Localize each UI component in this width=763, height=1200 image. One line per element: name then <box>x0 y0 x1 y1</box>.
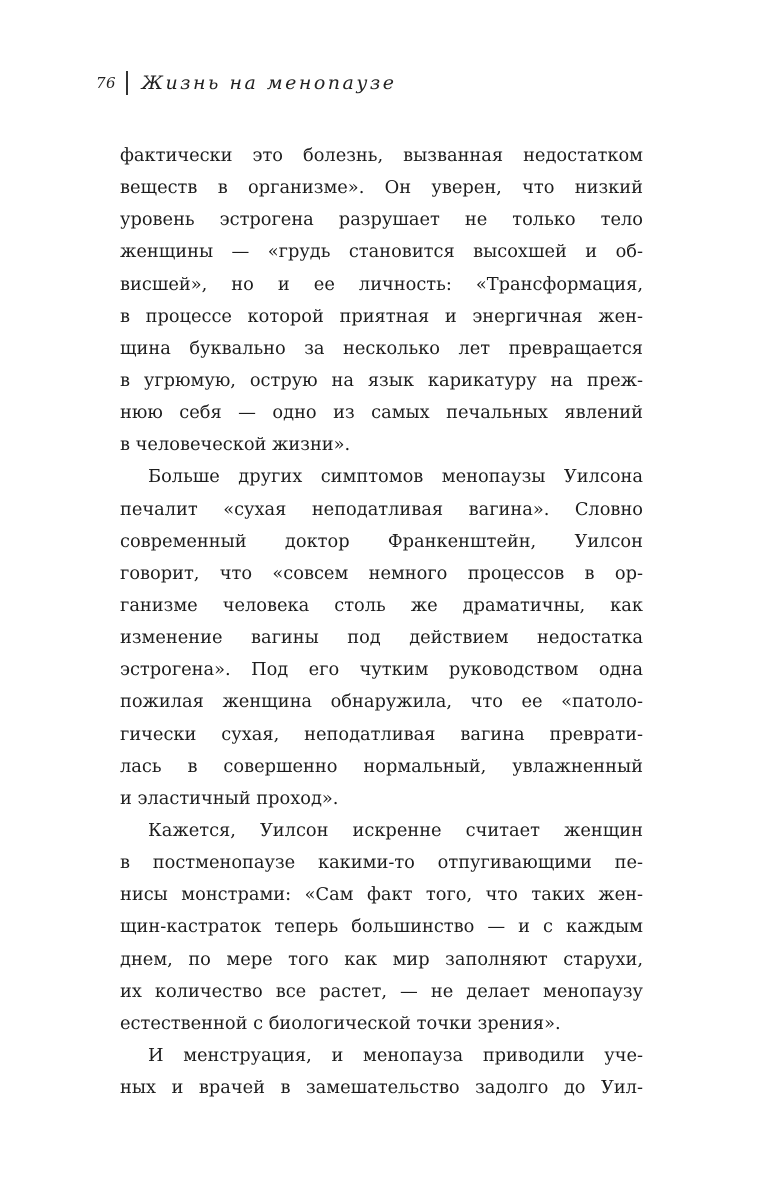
text-line: в человеческой жизни». <box>120 434 351 456</box>
body-text <box>120 140 643 1104</box>
book-title: Жизнь на менопаузе <box>141 72 397 94</box>
text-line: изменение вагины под действием недостатка <box>120 627 643 649</box>
header-divider <box>126 71 128 95</box>
text-line: эстрогена». Под его чутким руководством одна <box>120 659 643 681</box>
text-line: Кажется, Уилсон искренне считает женщин <box>148 819 643 841</box>
text-line: пожилая женщина обнаружила, что ее «патоло- <box>120 691 643 713</box>
text-line: печалит «сухая неподатливая вагина». Словно <box>120 498 643 520</box>
text-line: веществ в организме». Он уверен, что низкий <box>120 177 643 199</box>
text-line: днем, по мере того как мир заполняют старухи, <box>120 948 643 970</box>
text-line: в постменопаузе какими-то отпугивающими пе- <box>120 852 643 874</box>
text-line: их количество все растет, — не делает менопаузу <box>120 980 643 1002</box>
text-line: говорит, что «совсем немного процессов в ор- <box>120 562 643 584</box>
text-line: ганизме человека столь же драматичны, как <box>120 594 643 616</box>
text-line: женщины — «грудь становится высохшей и об- <box>120 241 643 263</box>
text-line: гически сухая, неподатливая вагина преврати- <box>120 723 643 745</box>
text-line: висшей», но и ее личность: «Трансформация, <box>120 273 643 295</box>
text-line: фактически это болезнь, вызванная недостатком <box>120 145 643 166</box>
text-line: нисы монстрами: «Сам факт того, что таких жен- <box>120 884 643 906</box>
text-line: щин-кастраток теперь большинство — и с каждым <box>120 916 643 938</box>
text-line: ных и врачей в замешательство задолго до Уил- <box>120 1077 643 1099</box>
text-line: Больше других симптомов менопаузы Уилсона <box>148 466 643 488</box>
text-line: щина буквально за несколько лет превращается <box>120 337 643 359</box>
text-line: И менструация, и менопауза приводили уче- <box>148 1044 643 1066</box>
text-line: лась в совершенно нормальный, увлажненный <box>120 755 643 777</box>
text-line: современный доктор Франкенштейн, Уилсон <box>120 530 643 552</box>
page-number: 76 <box>96 74 117 92</box>
text-line: естественной с биологической точки зрения». <box>120 1012 561 1034</box>
text-line: нюю себя — одно из самых печальных явлений <box>120 402 643 424</box>
text-line: уровень эстрогена разрушает не только тело <box>120 209 643 231</box>
text-line: в угрюмую, острую на язык карикатуру на преж- <box>120 369 643 391</box>
text-line: и эластичный проход». <box>120 787 339 809</box>
text-line: в процессе которой приятная и энергичная жен- <box>120 305 643 327</box>
running-head <box>96 68 396 98</box>
